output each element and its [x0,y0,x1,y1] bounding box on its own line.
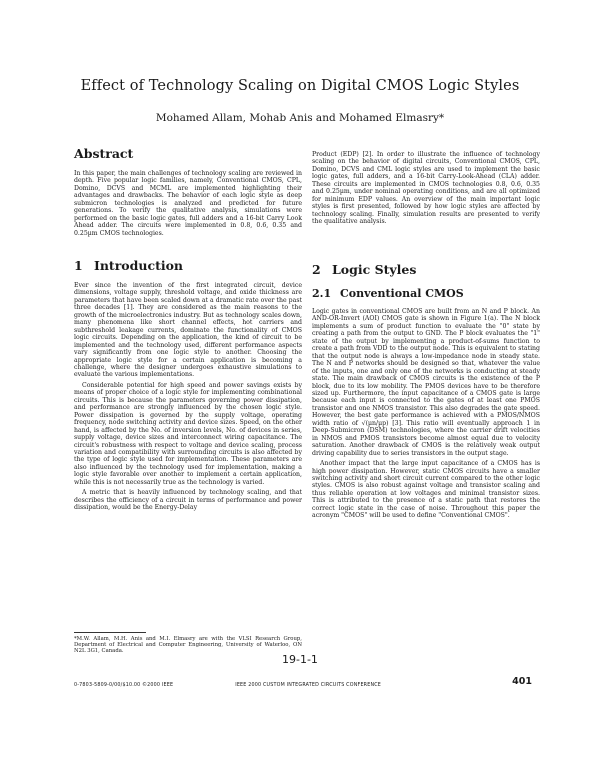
intro-paragraph-1: Ever since the invention of the first integrated circuit, device dimensions, voltage supply, threshold voltage, and oxide thickness are parameters that have been scaled down at a dramatic rate over the past three decades [1]. They are considered as the main reasons to the growth of the microelectronics industry. But as technology scales down, many phenomena like short channel effects, hot carriers and subthreshold leakage currents, dominate the functionality of CMOS logic circuits. Depending on the application, the kind of circuit to be implemented and the technology used, different performance aspects vary significantly from one logic style to another. Choosing the appropriate logic style for a certain application is becoming a challenge, where the designer undergoes exhaustive simulations to evaluate the various implementations. [74,282,302,379]
paper-title: Effect of Technology Scaling on Digital CMOS Logic Styles [80,78,520,94]
paper-authors: Mohamed Allam, Mohab Anis and Mohamed Elmasry* [155,112,445,124]
section-number: 2 [312,262,321,277]
copyright-notice: 0-7803-5809-0/00/$10.00 ©2000 IEEE [74,683,174,688]
right-column-intro-continuation [312,151,540,226]
section-number: 1 [74,258,83,273]
intro-continuation: Product (EDP) [2]. In order to illustrate the influence of technology scaling on the behavior of digital circuits, Conventional CMOS, CPL, Domino, DCVS and CML logic styles are used to implement the basic logic gates, full adders, and a 16-bit Carry-Look-Ahead (CLA) adder. These circuits are implemented in CMOS technologies 0.8, 0.6, 0.35 and 0.25µm, under nominal operating conditions, and are all optimized for minimum EDP values. An overview of the main important logic styles is first presented, followed by how logic styles are affected by technology scaling. Finally, simulation results are presented to verify the qualitative analysis. [312,151,540,226]
conventional-cmos-heading [312,287,540,300]
intro-paragraph-2: Considerable potential for high speed and power savings exists by means of proper choice of a logic style for implementing combinational circuits. This is because the parameters governing power dissipation, and performance are strongly influenced by the chosen logic style. Power dissipation is governed by the supply voltage, operating frequency, node switching activity and device sizes. Speed, on the other hand, is affected by the No. of inversion levels, No. of devices in series, supply voltage, device sizes and interconnect wiring capacitance. The circuit's robustness with respect to voltage and device scaling, process variation and compatibility with surrounding circuits is also affected by the type of logic style used for implementation. These parameters are also influenced by the technology used for implementation, making a logic style favorable over another to implement a certain application, while this is not necessarily true as the technology is varied. [74,381,302,486]
introduction-section [74,258,302,512]
conference-name: IEEE 2000 CUSTOM INTEGRATED CIRCUITS CONFERENCE [235,683,382,688]
abstract-heading: Abstract [74,146,134,161]
session-code: 19-1-1 [282,653,318,666]
logic-styles-section [312,262,540,520]
introduction-heading [74,258,302,273]
subsection-number: 2.1 [312,287,332,300]
page-number: 401 [512,676,532,687]
cmos-paragraph-1: Logic gates in conventional CMOS are built from an N and P block. An AND-OR-Invert (AOI) CMOS gate is shown in Figure 1(a). The N block implements a sum of product function to evaluate the "0" state by creating a path from the output to GND. The P block evaluates the "1" state of the output by implementing a product-of-sums function to create a path from VDD to the output node. This is equivalent to stating that the output node is always a low-impedance node in steady state. The N and P networks should be designed so that, whatever the value of the inputs, one and only one of the networks is conducting at steady state. The main drawback of CMOS circuits is the existence of the P block, due to its low mobility. The PMOS devices have to be therefore sized up. Furthermore, the input capacitance of a CMOS gate is large because each input is connected to the gates of at least one PMOS transistor and one NMOS transistor. This also degrades the gate speed. However, the best gate performance is achieved with a PMOS/NMOS width ratio of √(µn/µp) [3]. This ratio will eventually approach 1 in Deep-Submicron (DSM) technologies, where the carrier drift velocities in NMOS and PMOS transistors become almost equal due to velocity saturation. Another drawback of CMOS is the relatively weak output driving capability due to series transistors in the output stage. [312,308,540,457]
logic-styles-heading [312,262,540,277]
section-title: Logic Styles [332,262,417,277]
footnote-rule [74,632,146,633]
abstract-text: In this paper, the main challenges of technology scaling are reviewed in depth. Five popular logic families, namely, Conventional CMOS, CPL, Domino, DCVS and MCML are implemented highlighting their advantages and drawbacks. The behavior of each logic style as deep submicron technologies is analyzed and predicted for future generations. To verify the qualitative analysis, simulations were performed on the basic logic gates, full adders and a 16-bit Carry Look Ahead adder. The circuits were implemented in 0.8, 0.6, 0.35 and 0.25µm CMOS technologies. [74,170,302,237]
intro-paragraph-3: A metric that is heavily influenced by technology scaling, and that describes the efficiency of a circuit in terms of performance and power dissipation, would be the Energy-Delay [74,489,302,512]
subsection-title: Conventional CMOS [340,287,464,300]
section-title: Introduction [94,258,184,273]
abstract-section [74,146,302,237]
author-footnote: *M.W. Allam, M.H. Anis and M.I. Elmasry are with the VLSI Research Group, Department of Electrical and Computer Engineering, University of Waterloo, ON N2L 3G1, Canada. [74,636,302,655]
cmos-paragraph-2: Another impact that the large input capacitance of a CMOS has is high power dissipation. However, static CMOS circuits have a smaller switching activity and short circuit current compared to the other logic styles. CMOS is also robust against voltage and transistor scaling and thus reliable operation at low voltages and minimal transistor sizes. This is attributed to the presence of a static path that restores the correct logic state in the case of noise. Throughout this paper the acronym "CMOS" will be used to define "Conventional CMOS". [312,460,540,520]
page-footer [74,683,381,688]
